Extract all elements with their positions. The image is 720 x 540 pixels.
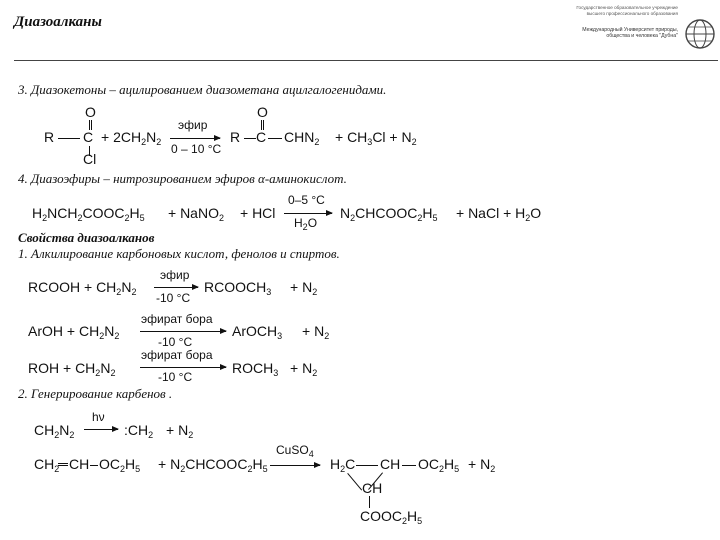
r1-condition-top: эфир <box>178 118 208 132</box>
r3-reactants: RCOOH + $CH_2N_2$ <box>28 279 137 297</box>
logo-text-top: Государственное образовательное учреждение высшего профессионального образования <box>576 5 678 16</box>
r2-reactant: $H_2NCH_2COOC_2H_5$ <box>32 205 145 223</box>
r2-condition-top: 0–5 °C <box>288 193 325 207</box>
r7-ester-bond <box>369 496 370 508</box>
property-2-text: 2. Генерирование карбенов . <box>18 386 173 401</box>
r7-diazoester: + $N_2CHCOOC_2H_5$ <box>158 456 268 474</box>
r1-carbon: C <box>83 129 94 145</box>
r7-byproduct: + $N_2$ <box>468 456 496 474</box>
r1-condition-bottom: 0 – 10 °C <box>171 142 222 156</box>
r1-product-bond <box>244 138 256 139</box>
r6-byproduct: + $N_2$ <box>166 422 194 440</box>
r7-alkene-bond <box>90 465 98 466</box>
r4-condition-bottom: -10 °C <box>158 335 193 349</box>
r7-product-ch: CH <box>380 456 401 472</box>
r1-product: $CHN_2$ <box>284 129 320 147</box>
r1-product-oxygen: O <box>257 104 268 120</box>
r7-product-ester: $COOC_2H_5$ <box>360 508 423 526</box>
university-logo <box>572 4 718 60</box>
r5-reactants: ROH + $CH_2N_2$ <box>28 360 116 378</box>
r3-condition-top: эфир <box>160 268 190 282</box>
r2-reagent: + NaNO$_2$ <box>168 205 224 223</box>
r4-product: ArOCH$_3$ <box>232 323 283 341</box>
r4-condition-top: эфират бора <box>141 312 213 326</box>
logo-text-bottom: Международный Университет природы, общества и человека "Дубна" <box>582 27 678 40</box>
page-title: Диазоалканы <box>14 14 102 30</box>
r1-product-r: R <box>230 129 241 145</box>
r5-arrow <box>140 367 226 368</box>
r1-bond <box>58 138 80 139</box>
r6-condition: hν <box>92 410 105 424</box>
r6-product: $:CH_2$ <box>124 422 154 440</box>
r1-chlorine: Cl <box>83 151 97 167</box>
r2-condition-bottom: $H_2O$ <box>294 216 318 232</box>
r1-product-bond-2 <box>268 138 282 139</box>
r3-arrow <box>154 287 198 288</box>
r1-product-carbon: C <box>256 129 267 145</box>
r3-byproduct: + $N_2$ <box>290 279 318 297</box>
properties-heading: Свойства диазоалканов <box>18 230 155 245</box>
r2-arrow <box>284 213 332 214</box>
section-3-text: 3. Диазокетоны – ацилированием диазометана ацилгалогенидами. <box>18 82 387 97</box>
r7-ring-bond-top <box>356 465 378 466</box>
r1-byproducts: + $CH_3Cl + N_2$ <box>335 129 417 147</box>
r1-reagent: + $2CH_2N_2$ <box>101 129 162 147</box>
r4-reactants: ArOH + $CH_2N_2$ <box>28 323 120 341</box>
r7-alkene-double-bond <box>58 463 68 466</box>
r4-arrow <box>140 331 226 332</box>
r7-arrow <box>270 465 320 466</box>
r7-product-ch-bottom: CH <box>362 480 383 496</box>
r6-reactant: $CH_2N_2$ <box>34 422 75 440</box>
r2-byproducts: + NaCl + $H_2O$ <box>456 205 542 223</box>
r7-condition: CuSO$_4$ <box>276 443 314 459</box>
r7-alkene-ether: $OC_2H_5$ <box>99 456 141 474</box>
r1-arrow <box>170 138 220 139</box>
r5-byproduct: + $N_2$ <box>290 360 318 378</box>
globe-icon <box>684 18 716 50</box>
r2-acid: + HCl <box>240 205 276 221</box>
r2-product: $N_2CHCOOC_2H_5$ <box>340 205 438 223</box>
r6-arrow <box>84 429 118 430</box>
r5-condition-top: эфират бора <box>141 348 213 362</box>
r7-ring-bond-left <box>347 473 362 490</box>
r4-byproduct: + $N_2$ <box>302 323 330 341</box>
section-4-text: 4. Диазоэфиры – нитрозированием эфиров α-аминокислот. <box>18 171 347 186</box>
r3-product: $RCOOCH_3$ <box>204 279 272 297</box>
r7-product-h2c: $H_2C$ <box>330 456 356 474</box>
r5-product: $ROCH_3$ <box>232 360 279 378</box>
r7-alkene-ch2: $CH_2$ <box>34 456 60 474</box>
r1-oxygen: O <box>85 104 96 120</box>
r1-r: R <box>44 129 55 145</box>
r3-condition-bottom: -10 °C <box>156 291 191 305</box>
r7-ether-bond <box>402 465 416 466</box>
property-1-text: 1. Алкилирование карбоновых кислот, фенолов и спиртов. <box>18 246 340 261</box>
r7-product-ether: $OC_2H_5$ <box>418 456 460 474</box>
r7-alkene-ch: CH <box>69 456 90 472</box>
title-divider <box>14 60 718 61</box>
r5-condition-bottom: -10 °C <box>158 370 193 384</box>
